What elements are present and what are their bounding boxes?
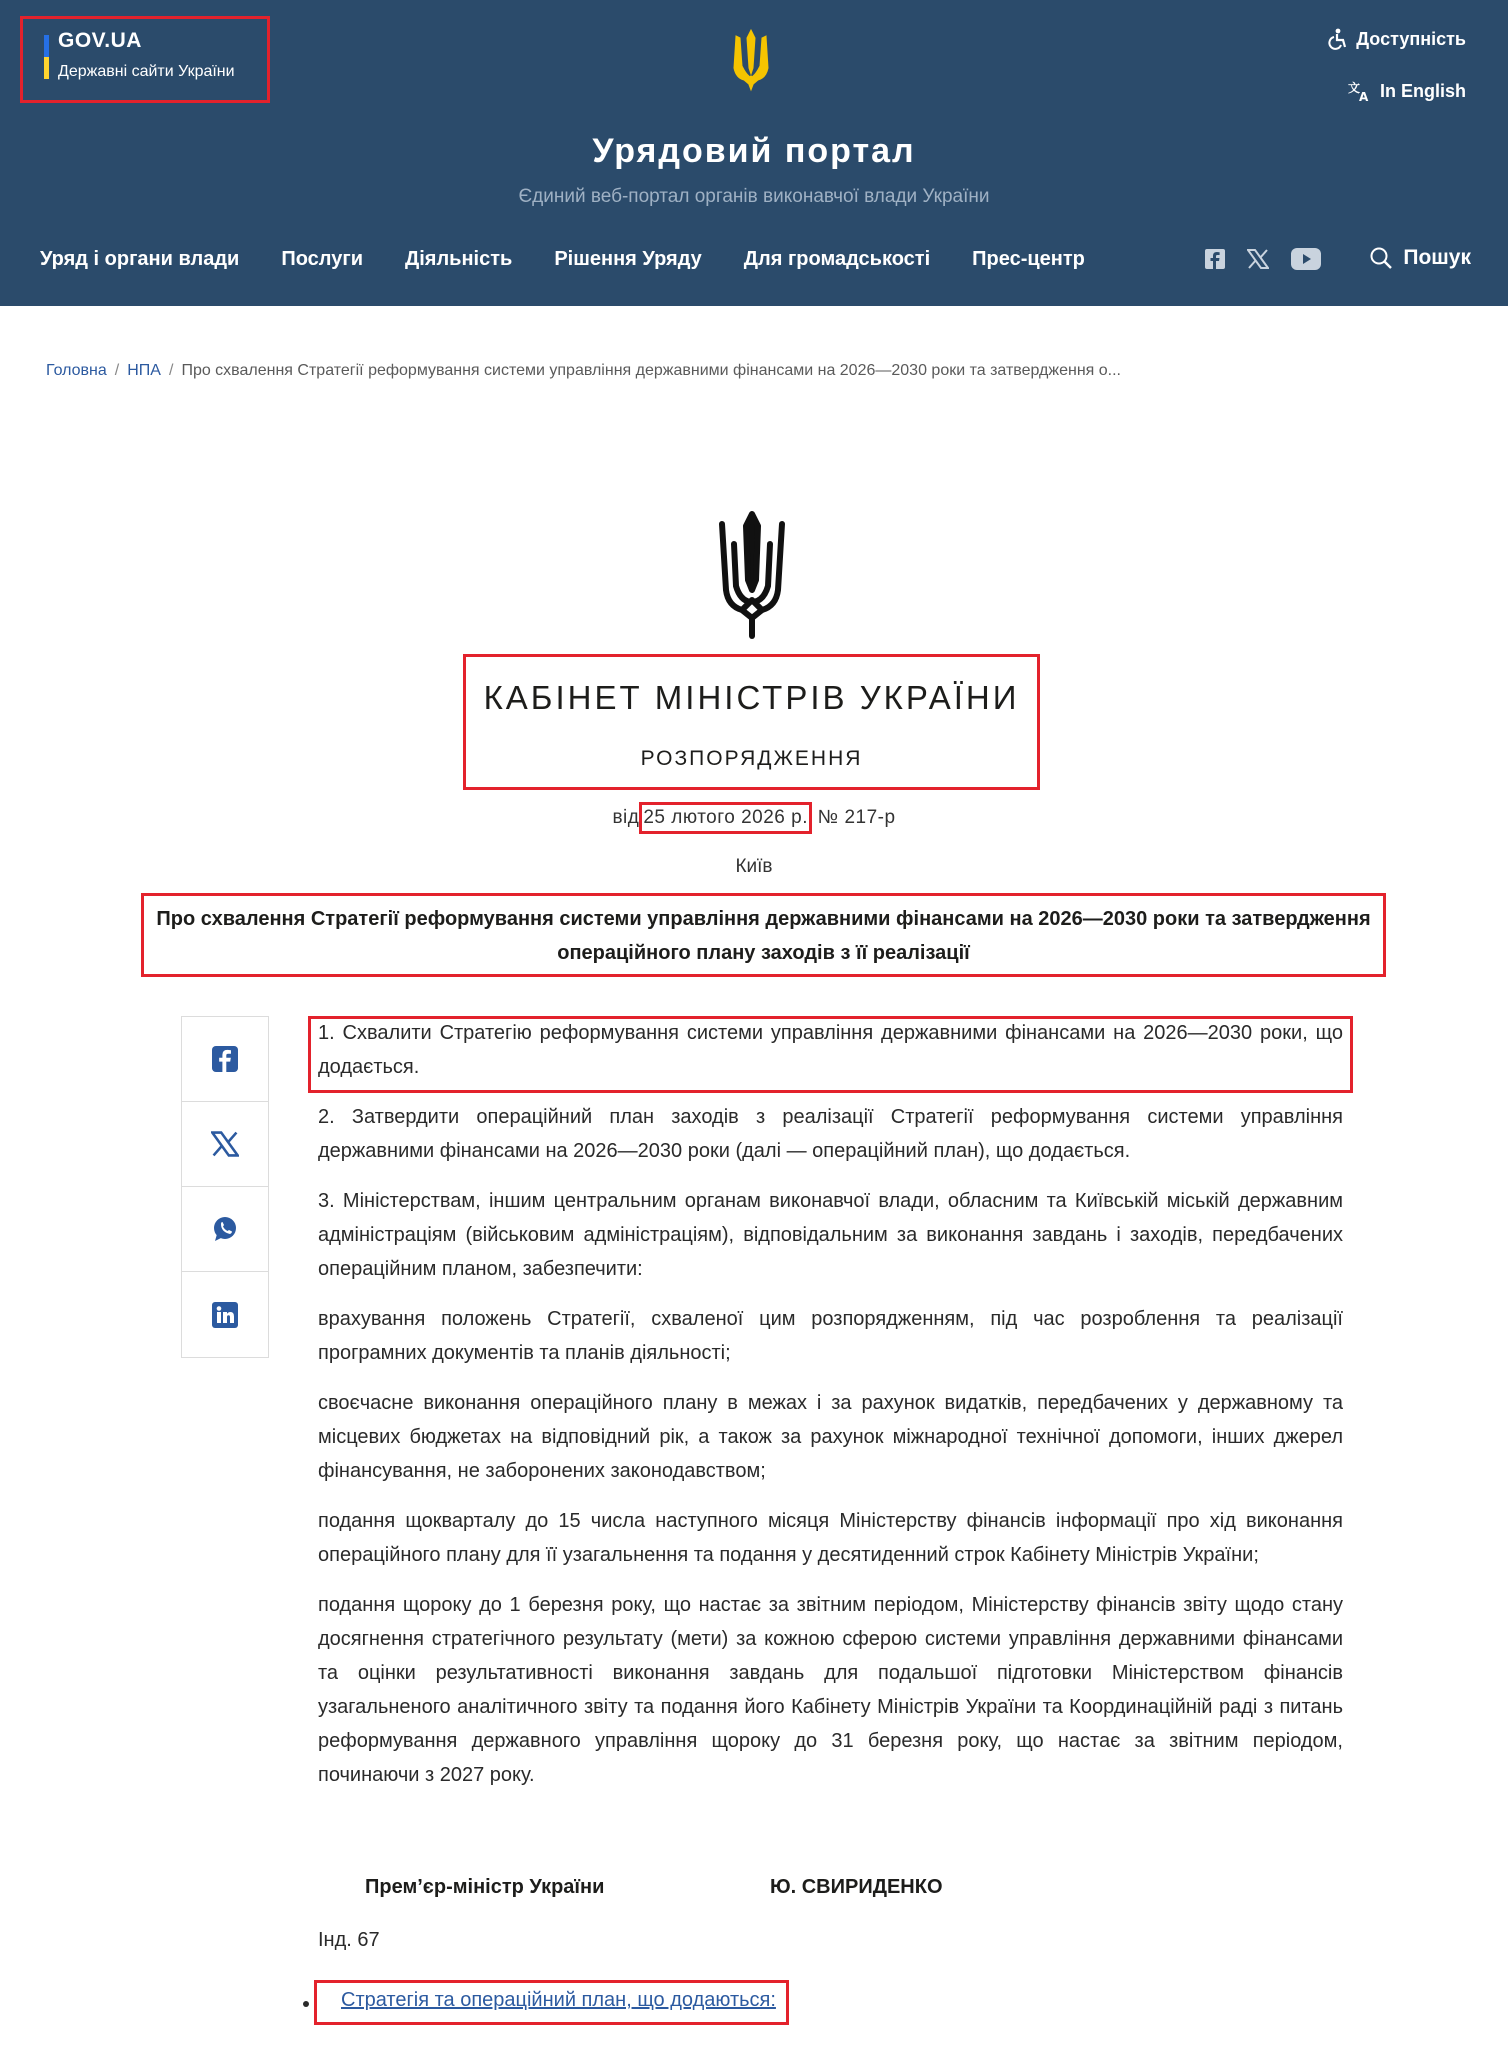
facebook-icon[interactable] <box>1205 249 1225 269</box>
nav-government[interactable]: Уряд і органи влади <box>40 248 240 270</box>
document-date: 25 лютого 2026 р. <box>639 802 812 834</box>
translate-icon <box>1348 80 1372 102</box>
nav-public[interactable]: Для громадськості <box>743 248 931 270</box>
document-date-line <box>0 802 1508 834</box>
paragraph-7: подання щороку до 1 березня року, що настає за звітним періодом, Міністерству фінансів звіту щодо стану досягнення стратегічного результату (мети) за кожною сферою системи управління державними фінансами та оцінки результативності виконання завдань для подальшої підготовки Міністерством фінансів узагальненого аналітичного звіту та подання його Кабінету Міністрів України та Координаційній раді з питань реформування державного управління щороку до 31 березня року, що настає за звітним періодом, починаючи з 2027 року. <box>318 1594 1343 1786</box>
share-whatsapp-button[interactable] <box>182 1187 268 1272</box>
share-facebook-button[interactable] <box>182 1017 268 1102</box>
accessibility-label[interactable]: Доступність <box>1356 28 1466 49</box>
paragraph-2: 2. Затвердити операційний план заходів з реалізації Стратегії реформування системи управління державними фінансами на 2026—2030 роки (далі — операційний план), що додається. <box>318 1106 1343 1162</box>
date-prefix: від <box>612 807 640 828</box>
facebook-share-icon <box>212 1046 238 1072</box>
whatsapp-share-icon <box>212 1216 238 1242</box>
signature-role: Прем’єр-міністр України <box>365 1876 605 1898</box>
youtube-icon[interactable] <box>1291 248 1321 270</box>
main-nav <box>40 248 1085 271</box>
breadcrumb-home[interactable]: Головна <box>46 362 107 379</box>
share-bar <box>181 1016 269 1358</box>
paragraph-4: врахування положень Стратегії, схваленої цим розпорядженням, під час розроблення та реалізації програмних документів та планів діяльності; <box>318 1308 1343 1364</box>
nav-activity[interactable]: Діяльність <box>404 248 513 270</box>
nav-press[interactable]: Прес-центр <box>972 248 1085 270</box>
portal-subtitle: Єдиний веб-портал органів виконавчої влади України <box>518 186 990 207</box>
attachment-link[interactable]: Стратегія та операційний план, що додаються: <box>341 1989 776 2011</box>
document-type: РОЗПОРЯДЖЕННЯ <box>640 747 863 770</box>
gov-ua-title[interactable]: GOV.UA <box>58 29 142 52</box>
ukraine-flag-bars <box>44 35 49 79</box>
breadcrumb <box>46 362 1121 380</box>
signature-name: Ю. СВИРИДЕНКО <box>770 1876 943 1898</box>
breadcrumb-section[interactable]: НПА <box>127 362 161 379</box>
breadcrumb-separator: / <box>114 362 120 379</box>
coat-of-arms-icon <box>712 510 792 640</box>
nav-decisions[interactable]: Рішення Уряду <box>554 248 702 270</box>
attachment-list-item <box>326 1980 789 2025</box>
x-icon[interactable] <box>1247 249 1269 269</box>
breadcrumb-current: Про схвалення Стратегії реформування системи управління державними фінансами на 2026—2030 роки та затвердження о... <box>181 362 1121 379</box>
search-icon <box>1369 246 1393 270</box>
issuer-title: КАБІНЕТ МІНІСТРІВ УКРАЇНИ <box>483 679 1020 716</box>
paragraph-3: 3. Міністерствам, іншим центральним органам виконавчої влади, обласним та Київській міській державним адміністраціям (військовим адміністраціям), відповідальним за виконання завдань і заходів, передбачених операційним планом, забезпечити: <box>318 1190 1343 1280</box>
x-share-icon <box>211 1131 239 1157</box>
linkedin-share-icon <box>212 1302 238 1328</box>
search-label[interactable]: Пошук <box>1403 246 1471 269</box>
accessibility-icon <box>1326 28 1348 50</box>
document-number: № 217-р <box>817 807 896 828</box>
social-links <box>1205 248 1321 270</box>
gov-ua-subtitle[interactable]: Державні сайти України <box>58 63 235 80</box>
document-body <box>318 1016 1343 1808</box>
document-index: Інд. 67 <box>318 1929 380 1951</box>
svg-text:A: A <box>1358 90 1369 102</box>
gov-ua-badge[interactable] <box>20 16 270 103</box>
paragraph-5: своєчасне виконання операційного плану в межах і за рахунок видатків, передбачених у державному та місцевих бюджетах на відповідний рік, а також за рахунок міжнародної технічної допомоги, інших джерел фінансування, не заборонених законодавством; <box>318 1392 1343 1482</box>
document-city: Київ <box>735 856 773 877</box>
paragraph-1: 1. Схвалити Стратегію реформування системи управління державними фінансами на 2026—2030 роки, що додається. <box>318 1022 1343 1078</box>
language-label[interactable]: In English <box>1379 80 1466 101</box>
accessibility-link[interactable] <box>1326 28 1466 50</box>
share-linkedin-button[interactable] <box>182 1272 268 1357</box>
svg-text:文: 文 <box>1347 81 1360 95</box>
trident-logo-icon[interactable] <box>730 28 772 92</box>
breadcrumb-separator: / <box>168 362 174 379</box>
document-subject: Про схвалення Стратегії реформування системи управління державними фінансами на 2026—2030 роки та затвердження операційного плану заходів з її реалізації <box>141 893 1386 977</box>
search-button[interactable] <box>1369 246 1471 270</box>
bullet-icon <box>303 2001 309 2007</box>
site-header <box>0 0 1508 306</box>
attachment-highlight <box>314 1980 789 2025</box>
paragraph-6: подання щокварталу до 15 числа наступного місяця Міністерству фінансів інформації про хід виконання операційного плану для її узагальнення та подання у десятиденний строк Кабінету Міністрів України; <box>318 1510 1343 1566</box>
issuer-block <box>463 654 1040 790</box>
nav-services[interactable]: Послуги <box>281 248 363 270</box>
portal-title[interactable]: Урядовий портал <box>592 132 916 170</box>
language-switch[interactable] <box>1348 80 1466 102</box>
share-x-button[interactable] <box>182 1102 268 1187</box>
